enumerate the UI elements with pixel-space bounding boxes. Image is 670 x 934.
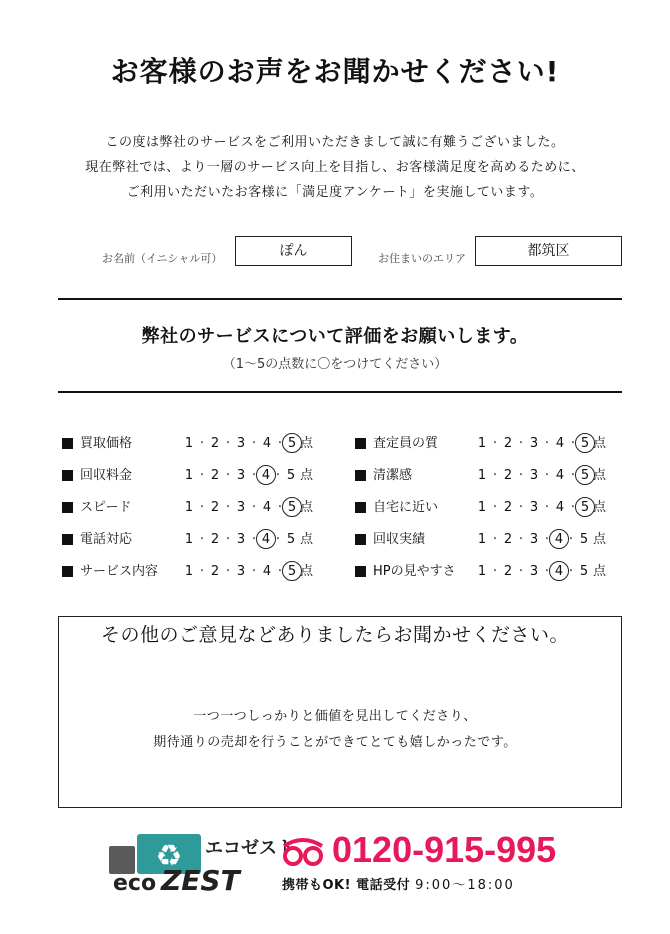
score-option[interactable]: 3	[529, 532, 539, 547]
score-option[interactable]: 3	[236, 500, 246, 515]
rating-row	[355, 530, 615, 550]
score-unit: 点	[593, 564, 607, 579]
score-option[interactable]: 3	[529, 500, 539, 515]
rating-row	[62, 530, 322, 550]
score-option[interactable]: 3	[236, 532, 246, 547]
score-option[interactable]: 5	[579, 532, 589, 547]
comment-heading: その他のご意見などありましたらお聞かせください。	[100, 624, 569, 646]
score-separator: ·	[199, 564, 205, 579]
score-option[interactable]: 3	[236, 436, 246, 451]
hours-prefix: 携帯もOK! 電話受付	[282, 878, 411, 893]
bullet-square-icon	[62, 502, 73, 513]
score-option-selected[interactable]: 5	[575, 497, 595, 517]
bullet-square-icon	[62, 566, 73, 577]
score-option[interactable]: 3	[529, 564, 539, 579]
rating-scale	[475, 498, 606, 518]
score-option-selected[interactable]: 4	[256, 529, 276, 549]
score-separator: ·	[544, 468, 550, 483]
rating-heading: 弊社のサービスについて評価をお願いします。	[141, 326, 529, 347]
rating-scale	[182, 466, 313, 486]
rating-row	[355, 498, 615, 518]
rating-label: 回収実績	[373, 532, 426, 547]
score-separator: ·	[570, 468, 576, 483]
score-unit: 点	[300, 436, 314, 451]
bullet-square-icon	[355, 438, 366, 449]
score-separator: ·	[251, 436, 257, 451]
bullet-square-icon	[355, 534, 366, 545]
score-option[interactable]: 1	[477, 532, 487, 547]
score-separator: ·	[518, 468, 524, 483]
section-divider-top	[58, 298, 622, 300]
score-option[interactable]: 3	[529, 468, 539, 483]
score-option-selected[interactable]: 4	[549, 529, 569, 549]
score-separator: ·	[492, 532, 498, 547]
score-option-selected[interactable]: 5	[575, 433, 595, 453]
score-option[interactable]: 5	[286, 468, 296, 483]
score-separator: ·	[492, 564, 498, 579]
score-separator: ·	[225, 564, 231, 579]
score-option[interactable]: 2	[210, 532, 220, 547]
score-separator: ·	[225, 532, 231, 547]
score-option-selected[interactable]: 4	[549, 561, 569, 581]
score-separator: ·	[568, 532, 574, 547]
area-field[interactable]: 都筑区	[475, 236, 622, 266]
score-option-selected[interactable]: 5	[282, 433, 302, 453]
area-label: お住まいのエリア	[378, 252, 466, 265]
score-separator: ·	[544, 564, 550, 579]
bullet-square-icon	[62, 470, 73, 481]
score-option[interactable]: 1	[184, 564, 194, 579]
rating-row	[62, 562, 322, 582]
comment-line: 一つ一つしっかりと価値を見出してくださり、	[193, 709, 477, 724]
score-option-selected[interactable]: 5	[282, 561, 302, 581]
rating-scale	[182, 434, 313, 454]
score-separator: ·	[199, 436, 205, 451]
rating-row	[62, 434, 322, 454]
bullet-square-icon	[62, 534, 73, 545]
rating-row	[62, 466, 322, 486]
score-separator: ·	[225, 436, 231, 451]
score-separator: ·	[518, 500, 524, 515]
rating-note: （1〜5の点数に〇をつけてください）	[222, 357, 448, 372]
score-separator: ·	[570, 500, 576, 515]
score-separator: ·	[568, 564, 574, 579]
score-option[interactable]: 4	[262, 500, 272, 515]
bullet-square-icon	[62, 438, 73, 449]
score-separator: ·	[277, 500, 283, 515]
score-separator: ·	[518, 532, 524, 547]
name-label: お名前（イニシャル可）	[102, 252, 223, 265]
score-separator: ·	[199, 532, 205, 547]
score-separator: ·	[251, 468, 257, 483]
bullet-square-icon	[355, 566, 366, 577]
score-option[interactable]: 1	[477, 468, 487, 483]
score-separator: ·	[492, 436, 498, 451]
page-title: お客様のお声をお聞かせください!	[110, 55, 560, 88]
score-separator: ·	[570, 436, 576, 451]
score-option[interactable]: 4	[262, 564, 272, 579]
score-option[interactable]: 2	[503, 500, 513, 515]
score-separator: ·	[275, 532, 281, 547]
score-separator: ·	[251, 564, 257, 579]
score-separator: ·	[277, 564, 283, 579]
comment-line: 期待通りの売却を行うことができてとても嬉しかったです。	[153, 735, 517, 750]
score-option[interactable]: 1	[184, 532, 194, 547]
rating-scale	[475, 466, 606, 486]
phone-number[interactable]: 0120-915-995	[332, 829, 557, 870]
score-separator: ·	[544, 500, 550, 515]
intro-text	[0, 130, 670, 205]
score-unit: 点	[593, 436, 607, 451]
score-separator: ·	[199, 468, 205, 483]
name-field[interactable]: ぽん	[235, 236, 352, 266]
intro-line: ご利用いただいたお客様に「満足度アンケート」を実施しています。	[126, 185, 544, 200]
score-option[interactable]: 1	[184, 500, 194, 515]
intro-line: この度は弊社のサービスをご利用いただきまして誠に有難うございました。	[105, 135, 565, 150]
score-option[interactable]: 2	[210, 468, 220, 483]
score-option[interactable]: 4	[555, 500, 565, 515]
score-option[interactable]: 1	[477, 436, 487, 451]
score-unit: 点	[593, 468, 607, 483]
score-separator: ·	[277, 436, 283, 451]
truck-cab-shape	[109, 846, 135, 874]
rating-label: 査定員の質	[373, 436, 439, 451]
score-separator: ·	[492, 500, 498, 515]
logo-eco: eco	[113, 871, 157, 896]
score-option[interactable]: 4	[262, 436, 272, 451]
score-unit: 点	[300, 468, 314, 483]
rating-scale	[475, 434, 606, 454]
score-option[interactable]: 2	[503, 436, 513, 451]
score-separator: ·	[518, 436, 524, 451]
rating-label: 回収料金	[80, 468, 133, 483]
score-option-selected[interactable]: 5	[282, 497, 302, 517]
score-option[interactable]: 3	[529, 436, 539, 451]
score-separator: ·	[251, 500, 257, 515]
score-option[interactable]: 3	[236, 468, 246, 483]
rating-label: 清潔感	[373, 468, 413, 483]
free-dial-icon	[280, 832, 326, 872]
rating-row	[355, 434, 615, 454]
score-option[interactable]: 2	[503, 532, 513, 547]
rating-row	[355, 562, 615, 582]
score-unit: 点	[300, 500, 314, 515]
rating-label: 電話対応	[80, 532, 133, 547]
score-option[interactable]: 3	[236, 564, 246, 579]
score-unit: 点	[300, 532, 314, 547]
score-unit: 点	[593, 532, 607, 547]
score-separator: ·	[251, 532, 257, 547]
hours-time: 9:00〜18:00	[415, 878, 515, 893]
score-option-selected[interactable]: 4	[256, 465, 276, 485]
score-option[interactable]: 5	[579, 564, 589, 579]
rating-row	[355, 466, 615, 486]
score-option[interactable]: 1	[477, 564, 487, 579]
rating-label: 買取価格	[80, 436, 133, 451]
rating-scale	[182, 498, 313, 518]
score-option[interactable]: 2	[210, 564, 220, 579]
score-option[interactable]: 2	[503, 468, 513, 483]
score-option-selected[interactable]: 5	[575, 465, 595, 485]
score-separator: ·	[199, 500, 205, 515]
business-hours	[282, 874, 515, 893]
rating-label: サービス内容	[80, 564, 159, 579]
recycle-icon: ♻	[155, 839, 183, 874]
score-option[interactable]: 1	[477, 500, 487, 515]
ecozest-logo	[105, 832, 295, 897]
score-option[interactable]: 4	[555, 436, 565, 451]
rating-scale	[182, 562, 313, 582]
score-option[interactable]: 1	[184, 436, 194, 451]
score-unit: 点	[593, 500, 607, 515]
score-option[interactable]: 2	[210, 436, 220, 451]
score-unit: 点	[300, 564, 314, 579]
section-divider-bottom	[58, 391, 622, 393]
comment-body	[0, 704, 670, 756]
score-option[interactable]: 4	[555, 468, 565, 483]
score-separator: ·	[492, 468, 498, 483]
rating-scale	[475, 530, 606, 550]
rating-scale	[475, 562, 606, 582]
intro-line: 現在弊社では、より一層のサービス向上を目指し、お客様満足度を高めるために、	[85, 160, 585, 175]
score-separator: ·	[544, 436, 550, 451]
logo-zest: ZEST	[161, 864, 240, 897]
score-separator: ·	[518, 564, 524, 579]
rating-scale	[182, 530, 313, 550]
score-separator: ·	[544, 532, 550, 547]
bullet-square-icon	[355, 470, 366, 481]
logo-katakana: エコゼスト	[205, 838, 295, 859]
score-option[interactable]: 5	[286, 532, 296, 547]
score-separator: ·	[225, 500, 231, 515]
rating-label: スピード	[80, 500, 132, 515]
score-option[interactable]: 2	[210, 500, 220, 515]
rating-row	[62, 498, 322, 518]
rating-label: 自宅に近い	[373, 500, 439, 515]
score-option[interactable]: 1	[184, 468, 194, 483]
score-separator: ·	[275, 468, 281, 483]
score-separator: ·	[225, 468, 231, 483]
bullet-square-icon	[355, 502, 366, 513]
score-option[interactable]: 2	[503, 564, 513, 579]
rating-label: HPの見やすさ	[373, 564, 456, 579]
